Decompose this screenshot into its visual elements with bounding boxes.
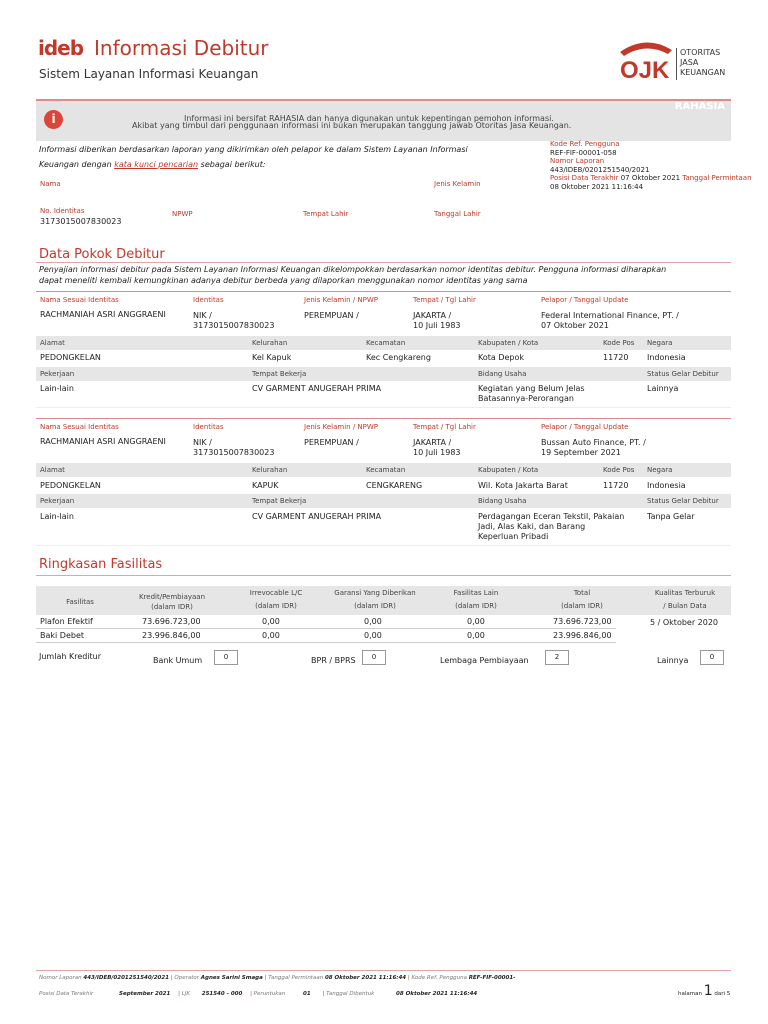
ojk-line-2: JASA <box>680 58 699 67</box>
dari-label: dari 5 <box>714 991 731 997</box>
pekerjaan-value: Lain-lain <box>40 512 74 521</box>
tempat-value: JAKARTA / <box>413 438 452 447</box>
nomor-laporan-label: Nomor Laporan <box>550 157 605 165</box>
footer-dibentuk-value: 08 Oktober 2021 11:16:44 <box>396 991 478 997</box>
kabupaten-label: Kabupaten / Kota <box>478 466 539 474</box>
tgl-permintaan-value: 08 Oktober 2021 11:16:44 <box>550 182 644 191</box>
kelurahan-value: Kel Kapuk <box>252 353 292 362</box>
negara-value: Indonesia <box>647 481 686 490</box>
jk-value: PEREMPUAN / <box>304 311 359 320</box>
footer-ljk-label: LJK <box>181 991 190 997</box>
footer-kode-value: REF-FIF-00001- <box>468 975 516 981</box>
alamat-header-row <box>36 463 731 477</box>
bpr-label: BPR / BPRS <box>311 656 356 665</box>
data-pokok-desc-2: dapat meneliti kembali kemungkinan adanya debitur berbeda yang dilaporkan menggunakan nomor identitas yang sama <box>39 276 528 285</box>
bidang-usaha-line-2: Jadi, Alas Kaki, dan Barang <box>478 522 586 531</box>
tanggal-lahir-label: Tanggal Lahir <box>434 210 481 218</box>
pekerjaan-label: Pekerjaan <box>40 370 75 378</box>
identitas-label: Identitas <box>193 423 224 431</box>
nama-identitas-label: Nama Sesuai Identitas <box>40 296 119 304</box>
halaman-label: halaman <box>678 991 702 997</box>
pekerjaan-header-row <box>36 367 731 381</box>
banner-line-2: Akibat yang timbul dari penggunaan informasi ini bukan merupakan tanggung jawab Otoritas Jasa Keuangan. <box>132 121 572 130</box>
tgl-lahir-value: 10 Juli 1983 <box>413 321 461 330</box>
alamat-value: PEDONGKELAN <box>40 353 101 362</box>
col-lc: Irrevocable L/C (dalam IDR) <box>249 589 303 610</box>
bidang-usaha-label: Bidang Usaha <box>478 497 527 505</box>
negara-label: Negara <box>647 466 673 474</box>
col-kualitas: Kualitas Terburuk / Bulan Data <box>654 589 716 610</box>
bank-umum-label: Bank Umum <box>153 656 203 665</box>
footer-peruntukan-value: 01 <box>303 991 311 997</box>
col-lain: Fasilitas Lain (dalam IDR) <box>453 589 499 610</box>
bank-umum-count: 0 <box>214 650 238 665</box>
pekerjaan-header-row <box>36 494 731 508</box>
pekerjaan-label: Pekerjaan <box>40 497 75 505</box>
tgl-lahir-value: 10 Juli 1983 <box>413 448 461 457</box>
lainnya-label: Lainnya <box>657 656 689 665</box>
npwp-label: NPWP <box>172 210 193 218</box>
no-identitas-label: No. Identitas <box>40 207 85 215</box>
tempat-tgl-label: Tempat / Tgl Lahir <box>413 423 476 431</box>
tempat-value: JAKARTA / <box>413 311 452 320</box>
footer-posisi-label: Posisi Data Terakhir <box>39 991 94 997</box>
col-garansi: Garansi Yang Diberikan (dalam IDR) <box>334 589 416 610</box>
nama-value: RACHMANIAH ASRI ANGGRAENI <box>40 437 166 446</box>
negara-value: Indonesia <box>647 353 686 362</box>
tempat-bekerja-label: Tempat Bekerja <box>252 497 307 505</box>
footer-line-1: Nomor Laporan 443/IDEB/0201251540/2021 | Operator Agnes Sarini Smaga | Tanggal Permintaan 08 Oktober 2021 11:16:44 | Kode Ref. Pengguna REF-FIF-00001- <box>39 975 516 981</box>
identitas-value-1: NIK / <box>193 438 212 447</box>
nama-identitas-label: Nama Sesuai Identitas <box>40 423 119 431</box>
kelurahan-label: Kelurahan <box>252 339 288 347</box>
footer-dibentuk-label: Tanggal Dibentuk <box>326 991 375 997</box>
row-lc: 0,00 <box>262 631 280 640</box>
footer-nomor-label: Nomor Laporan <box>39 975 82 981</box>
negara-label: Negara <box>647 339 673 347</box>
pekerjaan-value: Lain-lain <box>40 384 74 393</box>
identitas-label: Identitas <box>193 296 224 304</box>
tempat-bekerja-label: Tempat Bekerja <box>252 370 307 378</box>
kecamatan-value: CENGKARENG <box>366 481 423 490</box>
facility-table-header <box>36 586 731 615</box>
pelapor-value-1: Federal International Finance, PT. / <box>541 311 679 320</box>
kelurahan-value: KAPUK <box>252 481 279 490</box>
data-pokok-desc-1: Penyajian informasi debitur pada Sistem Layanan Informasi Keuangan dikelompokkan berdasarkan nomor identitas debitur. Pengguna informasi diharapkan <box>39 265 667 274</box>
bidang-usaha-value <box>478 384 585 404</box>
bidang-usaha-label: Bidang Usaha <box>478 370 527 378</box>
rahasia-badge: RAHASIA <box>674 101 725 112</box>
footer-ljk-value: 251540 - 000 <box>201 991 243 997</box>
footer-tgl-value: 08 Oktober 2021 11:16:44 <box>324 975 407 981</box>
kelurahan-label: Kelurahan <box>252 466 288 474</box>
kualitas-value: 5 / Oktober 2020 <box>650 618 719 627</box>
intro-text-2a: Keuangan dengan <box>39 160 112 169</box>
jk-npwp-label: Jenis Kelamin / NPWP <box>304 423 379 431</box>
intro-text-2b: sebagai berikut: <box>200 160 266 169</box>
pelapor-value-1: Bussan Auto Finance, PT. / <box>541 438 646 447</box>
svg-text:OJK: OJK <box>620 57 670 84</box>
row-label: Baki Debet <box>40 631 85 640</box>
identitas-value-2: 3173015007830023 <box>193 321 275 330</box>
tempat-tgl-label: Tempat / Tgl Lahir <box>413 296 476 304</box>
alamat-label: Alamat <box>40 466 65 474</box>
lembaga-count: 2 <box>545 650 569 665</box>
no-identitas-value: 3173015007830023 <box>40 217 122 226</box>
identitas-value-2: 3173015007830023 <box>193 448 275 457</box>
pelapor-label: Pelapor / Tanggal Update <box>541 296 629 304</box>
intro-text-2 <box>39 160 266 169</box>
kodepos-value: 11720 <box>603 353 629 362</box>
kodepos-label: Kode Pos <box>603 339 635 347</box>
col-total: Total (dalam IDR) <box>561 589 603 610</box>
ideb-logo: ideb <box>38 36 84 60</box>
ringkasan-title: Ringkasan Fasilitas <box>39 557 163 572</box>
row-label: Plafon Efektif <box>40 617 93 626</box>
footer-operator-value: Agnes Sarini Smaga <box>200 975 263 981</box>
kodepos-label: Kode Pos <box>603 466 635 474</box>
footer-kode-label: Kode Ref. Pengguna <box>411 975 467 981</box>
alamat-header-row <box>36 336 731 350</box>
posisi-label: Posisi Data Terakhir <box>550 174 619 182</box>
nama-value: RACHMANIAH ASRI ANGGRAENI <box>40 310 166 319</box>
page-subtitle: Sistem Layanan Informasi Keuangan <box>39 67 259 81</box>
ojk-line-3: KEUANGAN <box>680 68 726 77</box>
ojk-logo <box>616 38 736 84</box>
search-keyword-link[interactable]: kata kunci pencarian <box>114 160 199 169</box>
posisi-value: 07 Oktober 2021 <box>620 174 681 182</box>
footer-line-2: Posisi Data Terakhir September 2021 | LJK 251540 - 000 | Peruntukan 01 | Tanggal Dibentuk 08 Oktober 2021 11:16:44 <box>39 991 478 997</box>
col-kredit: Kredit/Pembiayaan (dalam IDR) <box>138 593 206 611</box>
row-kredit: 73.696.723,00 <box>142 617 201 626</box>
row-garansi: 0,00 <box>364 617 382 626</box>
lembaga-label: Lembaga Pembiayaan <box>440 656 529 665</box>
kecamatan-label: Kecamatan <box>366 466 406 474</box>
bidang-usaha-line-1: Kegiatan yang Belum Jelas <box>478 384 585 393</box>
row-garansi: 0,00 <box>364 631 382 640</box>
kodepos-value: 11720 <box>603 481 629 490</box>
jenis-kelamin-label: Jenis Kelamin <box>434 180 481 188</box>
status-gelar-label: Status Gelar Debitur <box>647 497 719 505</box>
alamat-value: PEDONGKELAN <box>40 481 101 490</box>
kecamatan-value: Kec Cengkareng <box>366 353 431 362</box>
footer-peruntukan-label: Peruntukan <box>253 991 286 997</box>
tempat-bekerja-value: CV GARMENT ANUGERAH PRIMA <box>252 512 382 521</box>
bidang-usaha-line-3: Keperluan Pribadi <box>478 532 549 541</box>
jk-npwp-label: Jenis Kelamin / NPWP <box>304 296 379 304</box>
kabupaten-value: Kota Depok <box>478 353 525 362</box>
row-kredit: 23.996.846,00 <box>142 631 201 640</box>
kode-ref-value: REF-FIF-00001-058 <box>550 148 617 157</box>
alert-icon: i <box>44 110 63 129</box>
bidang-usaha-value <box>478 512 624 542</box>
kabupaten-label: Kabupaten / Kota <box>478 339 539 347</box>
halaman-value: 1 <box>703 983 713 999</box>
row-lc: 0,00 <box>262 617 280 626</box>
bpr-count: 0 <box>362 650 386 665</box>
tempat-lahir-label: Tempat Lahir <box>303 210 349 218</box>
row-total: 73.696.723,00 <box>553 617 612 626</box>
col-fasilitas: Fasilitas <box>66 598 94 606</box>
jumlah-kreditur-label: Jumlah Kreditur <box>39 652 102 661</box>
status-gelar-value: Tanpa Gelar <box>647 512 695 521</box>
page-indicator <box>678 983 730 999</box>
footer-tgl-label: Tanggal Permintaan <box>268 975 324 981</box>
bidang-usaha-line-2: Batasannya-Perorangan <box>478 394 574 403</box>
tgl-permintaan-label: Tanggal Permintaan <box>682 174 752 182</box>
status-gelar-label: Status Gelar Debitur <box>647 370 719 378</box>
bidang-usaha-line-1: Perdagangan Eceran Tekstil, Pakaian <box>478 512 625 521</box>
identitas-value-1: NIK / <box>193 311 212 320</box>
alamat-label: Alamat <box>40 339 65 347</box>
nama-label: Nama <box>40 180 61 188</box>
confidential-banner <box>36 99 731 141</box>
pelapor-value-2: 07 Oktober 2021 <box>541 321 609 330</box>
row-total: 23.996.846,00 <box>553 631 612 640</box>
kabupaten-value: Wil. Kota Jakarta Barat <box>478 481 568 490</box>
ojk-line-1: OTORITAS <box>680 48 721 57</box>
lainnya-count: 0 <box>700 650 724 665</box>
status-gelar-value: Lainnya <box>647 384 679 393</box>
kecamatan-label: Kecamatan <box>366 339 406 347</box>
intro-text-1: Informasi diberikan berdasarkan laporan yang dikirimkan oleh pelapor ke dalam Sistem Layanan Informasi <box>39 145 468 154</box>
ojk-emblem-icon <box>616 38 676 84</box>
pelapor-label: Pelapor / Tanggal Update <box>541 423 629 431</box>
data-pokok-title: Data Pokok Debitur <box>39 247 165 262</box>
pelapor-value-2: 19 September 2021 <box>541 448 621 457</box>
footer-operator-label: Operator <box>174 975 200 981</box>
page-title: Informasi Debitur <box>94 36 269 60</box>
footer-nomor-value: 443/IDEB/0201251540/2021 <box>83 975 170 981</box>
row-lain: 0,00 <box>467 631 485 640</box>
jk-value: PEREMPUAN / <box>304 438 359 447</box>
kode-ref-label: Kode Ref. Pengguna <box>550 140 620 148</box>
row-lain: 0,00 <box>467 617 485 626</box>
banner-line-1: Informasi ini bersifat RAHASIA dan hanya digunakan untuk kepentingan pemohon informasi. <box>184 114 554 123</box>
tempat-bekerja-value: CV GARMENT ANUGERAH PRIMA <box>252 384 382 393</box>
nomor-laporan-value: 443/IDEB/0201251540/2021 <box>550 165 650 174</box>
footer-posisi-value: September 2021 <box>119 991 171 997</box>
